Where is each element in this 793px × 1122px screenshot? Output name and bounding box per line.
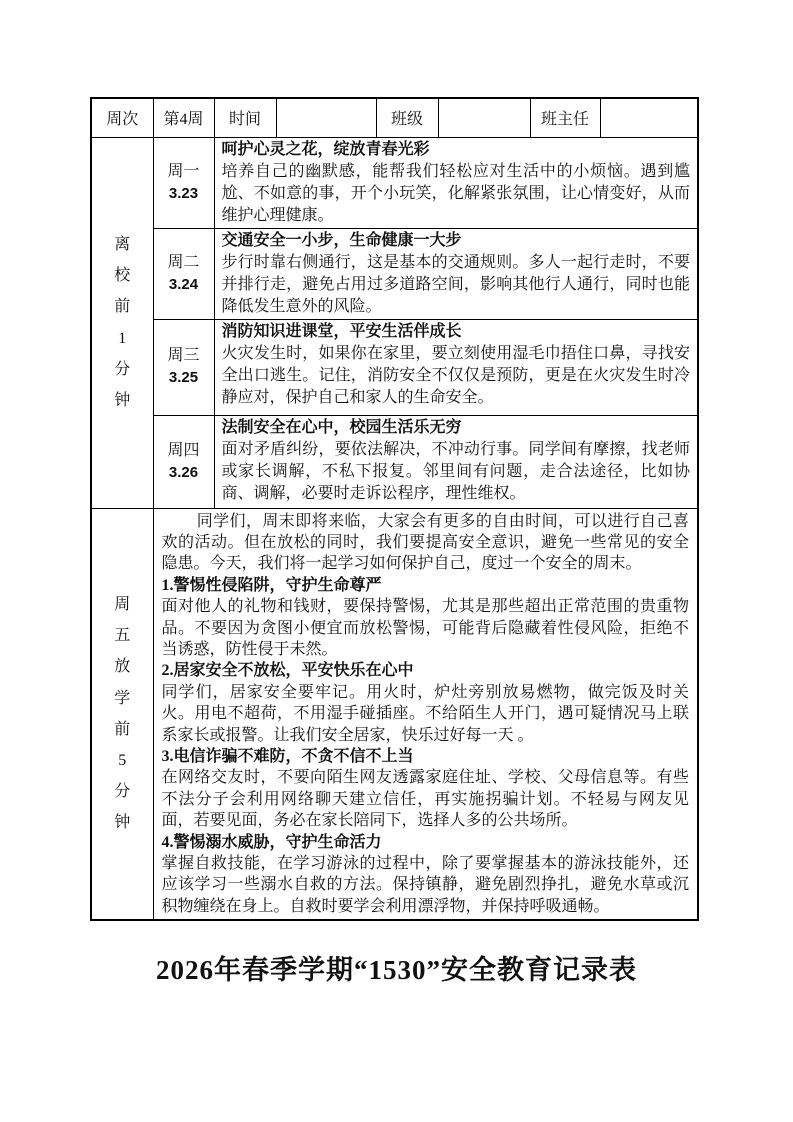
- class-value-blank[interactable]: [438, 98, 530, 137]
- friday-section-title: 4.警惕溺水威胁，守护生命活力: [161, 833, 382, 851]
- lesson-cell-monday: [214, 137, 698, 228]
- lesson-body: 培养自己的幽默感，能帮我们轻松应对生活中的小烦恼。遇到尴尬、不如意的事，开个小玩笑，化解紧张氛围，让心情变好，从而维护心理健康。: [221, 162, 690, 224]
- side-label-friday: [91, 508, 153, 920]
- friday-section-title: 1.警惕性侵陷阱，守护生命尊严: [161, 576, 382, 594]
- friday-section-body: 掌握自救技能，在学习游泳的过程中，除了要掌握基本的游泳技能外，还应该学习一些溺水自救的方法。保持镇静，避免剧烈挣扎，避免水草或沉积物缠绕在身上。自救时要学会利用漂浮物，并保持呼吸通畅。: [161, 855, 689, 915]
- day-cell-wednesday: [153, 319, 214, 415]
- day-name: 周二: [167, 253, 200, 271]
- class-label: 班级: [376, 98, 438, 137]
- lesson-title: 消防知识进课堂，平安生活伴成长: [221, 322, 462, 340]
- friday-section-title: 2.居家安全不放松，平安快乐在心中: [161, 662, 414, 680]
- lesson-title: 呵护心灵之花，绽放青春光彩: [221, 140, 430, 158]
- lesson-cell-wednesday: [214, 319, 698, 415]
- day-name: 周四: [167, 441, 200, 459]
- lesson-title: 法制安全在心中，校园生活乐无穷: [221, 418, 462, 436]
- day-date: 3.24: [168, 275, 199, 293]
- doc-title: 2026年春季学期“1530”安全教育记录表: [156, 955, 637, 985]
- table-row: [91, 137, 698, 228]
- friday-lesson-cell: [153, 508, 698, 920]
- lesson-cell-thursday: [214, 415, 698, 508]
- head-teacher-label: 班主任: [530, 98, 600, 137]
- friday-section-body: 面对他人的礼物和钱财，要保持警惕，尤其是那些超出正常范围的贵重物品。不要因为贪图小便宜而放松警惕，可能背后隐藏着性侵风险，拒绝不当诱惑，防性侵于未然。: [161, 598, 689, 658]
- friday-intro: 同学们，周末即将来临，大家会有更多的自由时间，可以进行自己喜欢的活动。但在放松的同时，我们要提高安全意识，避免一些常见的安全隐患。今天，我们将一起学习如何保护自己，度过一个安全的周末。: [161, 512, 689, 573]
- table-row-friday: [91, 508, 698, 920]
- week-number-label: 周次: [91, 98, 153, 137]
- table-row: [91, 319, 698, 415]
- side-label-dismissal-text: 离校前1分钟: [114, 235, 131, 409]
- day-cell-tuesday: [153, 228, 214, 319]
- head-teacher-value-blank[interactable]: [600, 98, 698, 137]
- safety-education-table: [90, 97, 699, 921]
- table-header-row: [91, 98, 698, 137]
- lesson-body: 火灾发生时，如果你在家里，要立刻使用湿毛巾捂住口鼻，寻找安全出口逃生。记住，消防安全不仅仅是预防，更是在火灾发生时冷静应对，保护自己和家人的生命安全。: [221, 344, 690, 406]
- time-label: 时间: [214, 98, 276, 137]
- lesson-body: 步行时靠右侧通行，这是基本的交通规则。多人一起行走时，不要并排行走，避免占用过多道路空间，影响其他行人通行，同时也能降低发生意外的风险。: [221, 253, 690, 315]
- time-value-blank[interactable]: [276, 98, 376, 137]
- friday-section-title: 3.电信诈骗不难防，不贪不信不上当: [161, 747, 414, 765]
- week-number-value: 第4周: [153, 98, 214, 137]
- day-cell-monday: [153, 137, 214, 228]
- lesson-cell-tuesday: [214, 228, 698, 319]
- day-date: 3.26: [168, 463, 199, 481]
- friday-section-body: 在网络交友时，不要向陌生网友透露家庭住址、学校、父母信息等。有些不法分子会利用网络聊天建立信任，再实施拐骗计划。不轻易与网友见面，若要见面，务必在家长陪同下，选择人多的公共场所。: [161, 769, 689, 830]
- table-row: [91, 228, 698, 319]
- lesson-body: 面对矛盾纠纷，要依法解决，不冲动行事。同学间有摩擦，找老师或家长调解，不私下报复。邻里间有问题，走合法途径，比如协商、调解，必要时走诉讼程序，理性维权。: [221, 440, 690, 502]
- day-cell-thursday: [153, 415, 214, 508]
- side-label-dismissal: [91, 137, 153, 508]
- table-row: [91, 415, 698, 508]
- friday-section-body: 同学们，居家安全要牢记。用火时，炉灶旁别放易燃物，做完饭及时关火。用电不超荷，不用湿手碰插座。不给陌生人开门，遇可疑情况马上联系家长或报警。让我们安全居家，快乐过好每一天 。: [161, 683, 689, 744]
- day-date: 3.25: [168, 369, 199, 386]
- day-name: 周三: [167, 347, 200, 364]
- lesson-title: 交通安全一小步，生命健康一大步: [221, 231, 462, 249]
- side-label-friday-text: 周五放学前5分钟: [114, 596, 131, 832]
- day-name: 周一: [167, 162, 200, 180]
- day-date: 3.23: [168, 184, 199, 202]
